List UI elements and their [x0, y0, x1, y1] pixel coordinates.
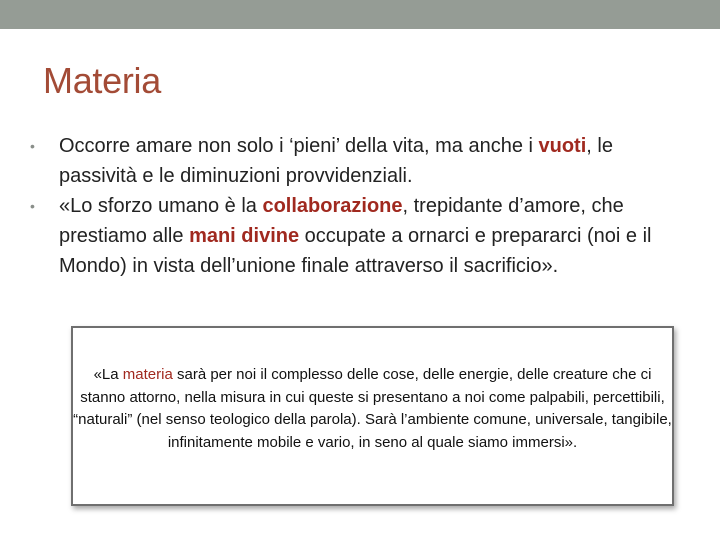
quote-segment: «La: [93, 366, 123, 383]
bullet-dot-icon: •: [30, 138, 35, 154]
quote-emphasis: materia: [122, 366, 173, 383]
bullet-text: , le passività e le diminuzioni provvidenziali.: [59, 135, 613, 187]
top-bar: [0, 0, 720, 29]
bullet-text: occupate a ornarci e prepararci (noi e il Mondo) in vista dell’unione finale attraverso il sacrificio».: [59, 225, 652, 277]
slide-title: Materia: [43, 60, 161, 101]
emphasis-text: vuoti: [538, 135, 587, 157]
quote-text: [73, 364, 672, 454]
bullet-text: , trepidante d’amore, che prestiamo alle: [59, 195, 624, 247]
bullet-item: [30, 131, 670, 191]
bullet-text: «Lo sforzo umano è la: [59, 195, 263, 217]
bullet-text: Occorre amare non solo i ‘pieni’ della vita, ma anche i: [59, 135, 539, 157]
bullet-dot-icon: •: [30, 198, 35, 214]
quote-segment: sarà per noi il complesso delle cose, delle energie, delle creature che ci stanno attorno, nella misura in cui queste si presentano a noi come palpabili, percettibili, “naturali” (nel senso teologico della parola). Sarà l’ambiente comune, universale, tangibile, infinitamente mobile e vario, in seno al quale siamo immersi».: [73, 366, 672, 451]
emphasis-text: collaborazione: [262, 195, 403, 217]
bullet-list: [30, 131, 670, 281]
emphasis-text: mani divine: [189, 225, 300, 247]
bullet-item: [30, 191, 670, 281]
quote-box: [71, 326, 674, 506]
